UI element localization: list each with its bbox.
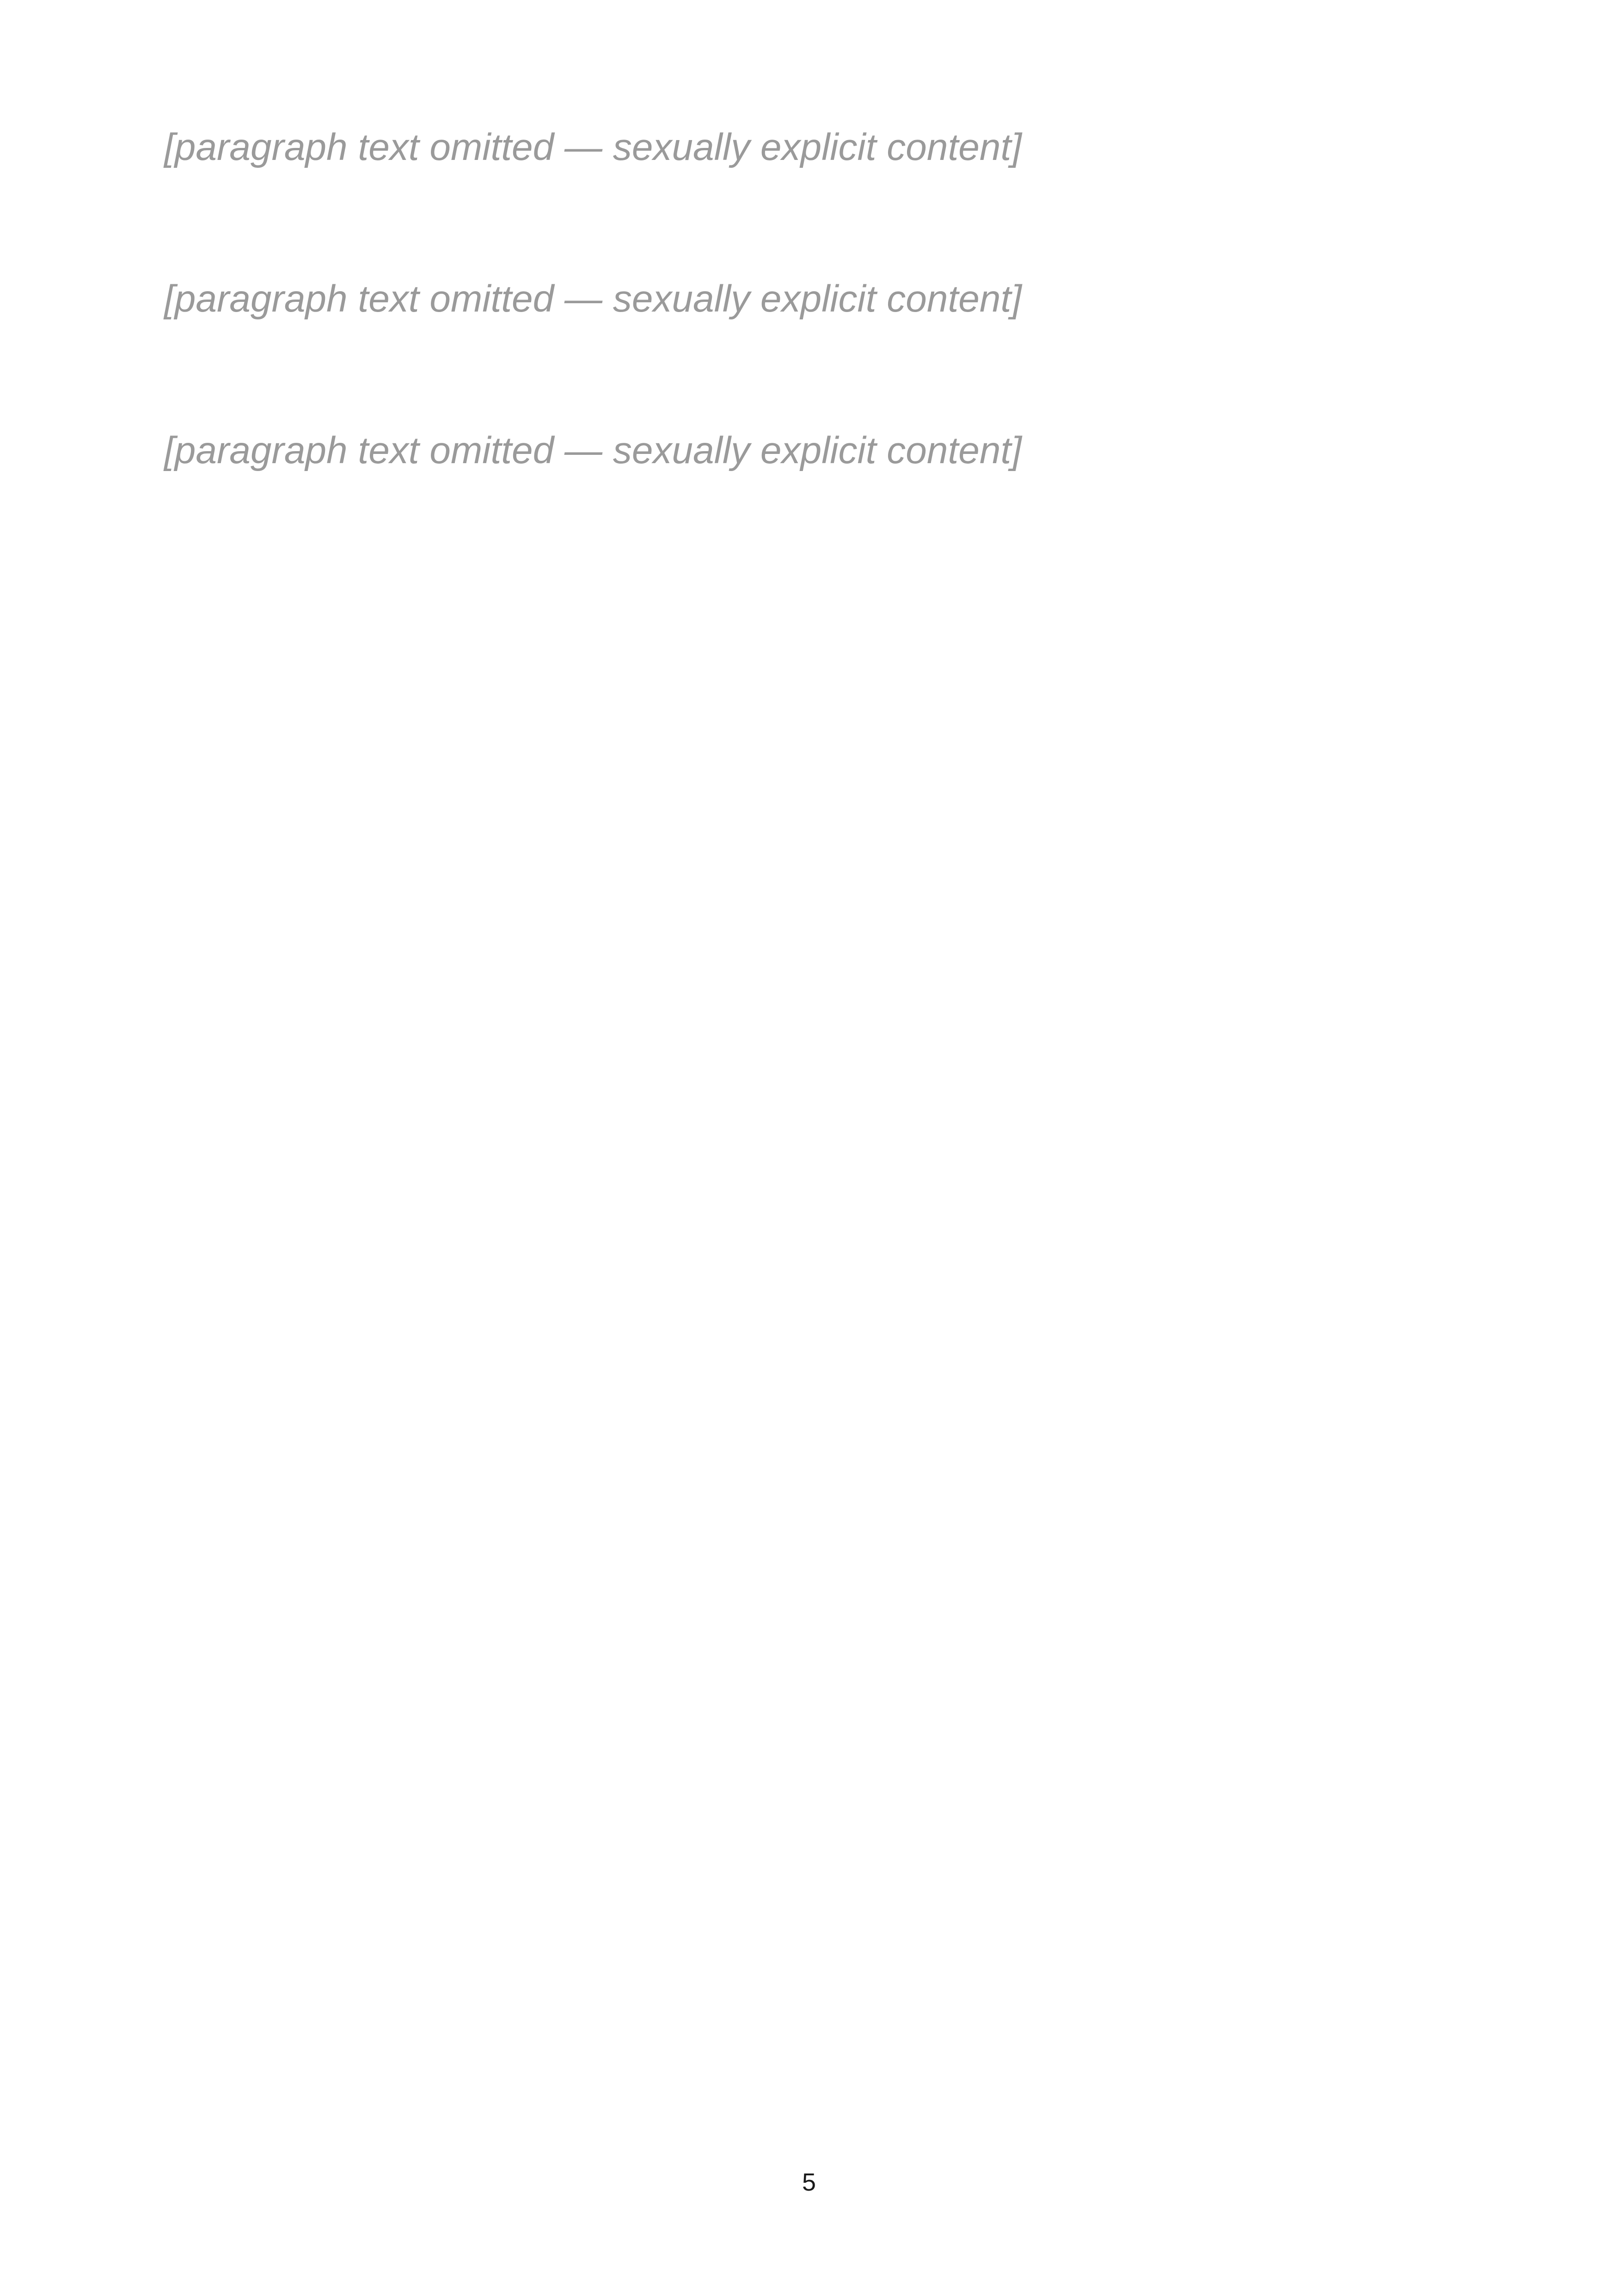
paragraph: [paragraph text omitted — sexually explicit content]: [164, 126, 1022, 168]
paragraph: [paragraph text omitted — sexually explicit content]: [164, 429, 1022, 471]
page-number: 5: [802, 2168, 816, 2196]
paragraph: [paragraph text omitted — sexually explicit content]: [164, 278, 1022, 320]
body-text: [164, 116, 1500, 570]
